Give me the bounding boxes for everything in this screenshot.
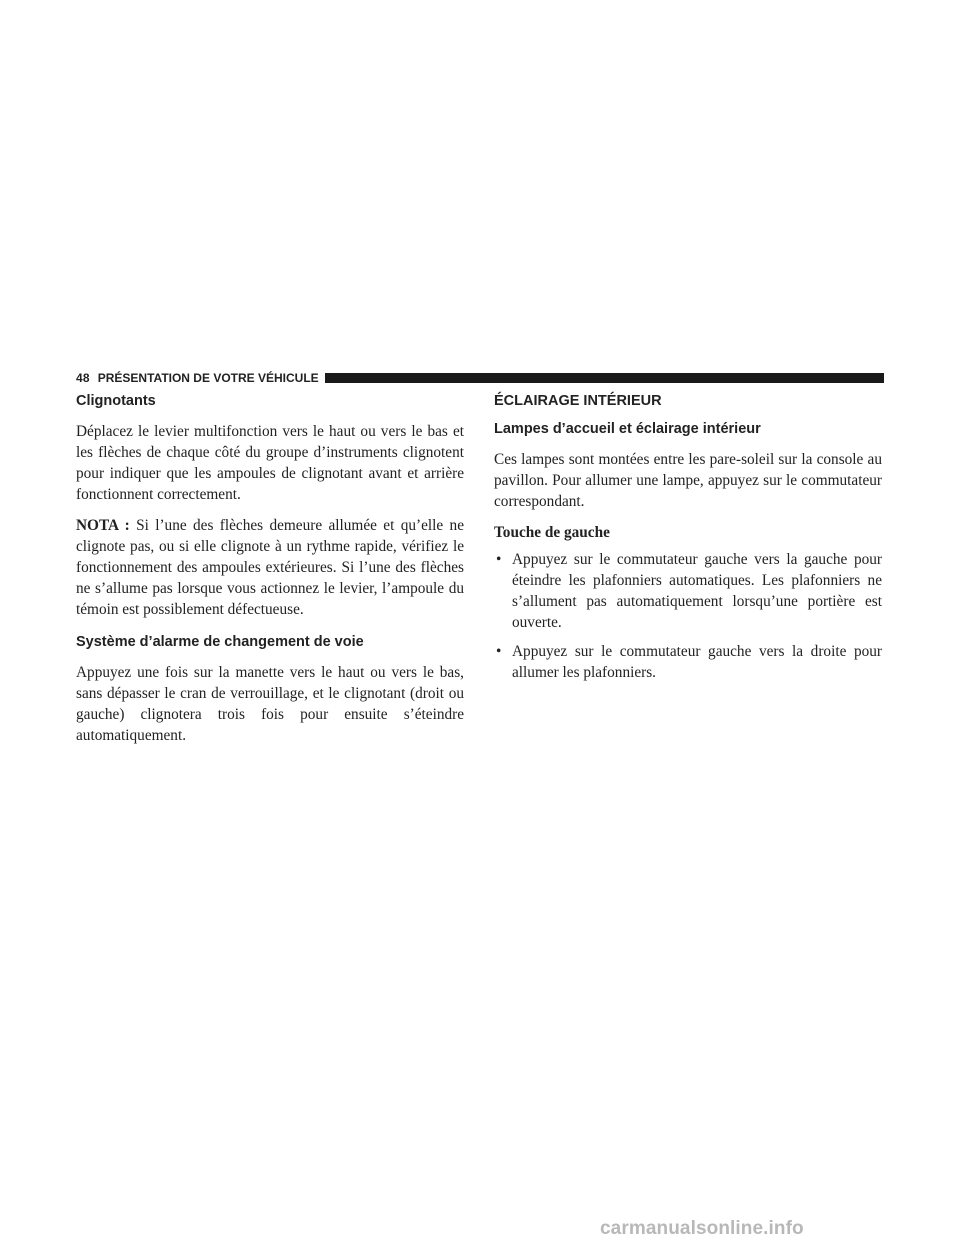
heading-lampes: Lampes d’accueil et éclairage intérieur <box>494 421 761 437</box>
bullet-icon: • <box>496 551 502 568</box>
watermark: carmanualsonline.info <box>600 1218 804 1239</box>
subheading-touche-gauche: Touche de gauche <box>494 524 610 541</box>
nota-text: Si l’une des flèches demeure allumée et qu’elle ne clignote pas, ou si elle clignote à un rythme rapide, vérifiez le fonctionnement des ampoules extérieures. Si l’une des flèches ne s’allume pas lorsque vous actionnez le levier, l’ampoule du témoin est possiblement défectueuse. <box>76 517 464 618</box>
paragraph-lampes: Ces lampes sont montées entre les pare-soleil sur la console au pavillon. Pour allumer une lampe, appuyez sur le commutateur correspondant. <box>494 451 882 510</box>
page-header <box>76 369 884 386</box>
list-item <box>494 549 882 633</box>
paragraph-alarme: Appuyez une fois sur la manette vers le haut ou vers le bas, sans dépasser le cran de verrouillage, et le clignotant (droit ou gauche) clignotera trois fois pour ensuite s’éteindre automatiquement. <box>76 664 464 744</box>
page-number: 48 <box>76 370 90 385</box>
paragraph-nota <box>76 515 464 620</box>
header-rule <box>325 373 884 383</box>
section-title: PRÉSENTATION DE VOTRE VÉHICULE <box>97 370 319 385</box>
list-item <box>494 641 882 683</box>
nota-label: NOTA : <box>76 517 130 534</box>
bullet-icon: • <box>496 643 502 660</box>
paragraph-clignotants: Déplacez le levier multifonction vers le haut ou vers le bas et les flèches de chaque côté du groupe d’instruments clignotent pour indiquer que les ampoules de clignotant avant et arrière fonctionnent correctement. <box>76 423 464 503</box>
heading-alarme: Système d’alarme de changement de voie <box>76 634 364 650</box>
heading-eclairage: ÉCLAIRAGE INTÉRIEUR <box>494 393 662 409</box>
right-column <box>494 391 882 691</box>
list-item-text: Appuyez sur le commutateur gauche vers la droite pour allumer les plafonniers. <box>512 643 882 681</box>
heading-clignotants: Clignotants <box>76 393 156 409</box>
left-column <box>76 391 464 756</box>
list-item-text: Appuyez sur le commutateur gauche vers la gauche pour éteindre les plafonniers automatiques. Les plafonniers ne s’allument pas automatiquement lorsqu’une portière est ouverte. <box>512 551 882 631</box>
